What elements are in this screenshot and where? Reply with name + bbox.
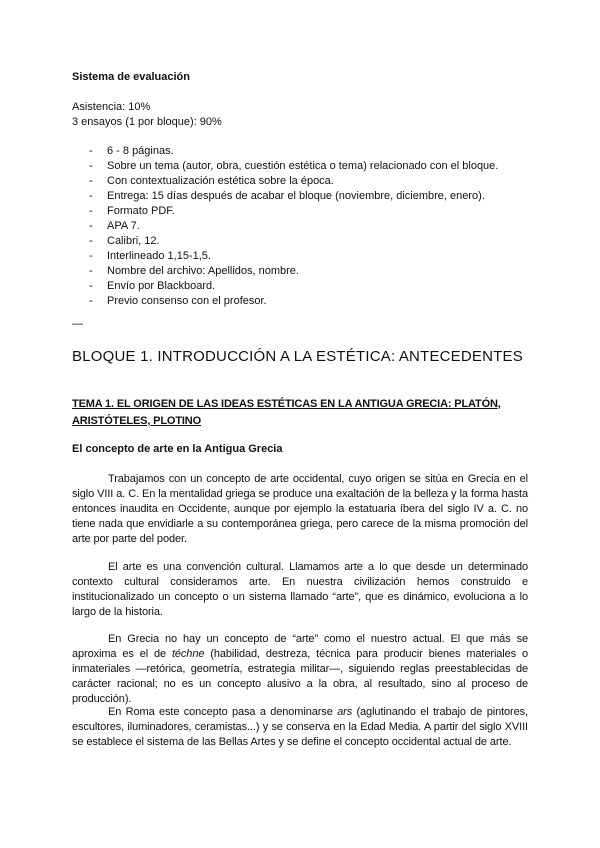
paragraph-origin: Trabajamos con un concepto de arte occidental, cuyo origen se sitúa en Grecia en el siglo VIII a. C. En la mentalidad griega se produce una exaltación de la belleza y la forma hasta entonces inaudita en Occidente, aunque por ejemplo la estatuaria íbera del siglo IV a. C. no tiene nada que envidiarle a su contemporánea griega, pero carece de la misma promoción del arte por parte del poder.: [72, 473, 528, 545]
term-techne: téchne: [171, 648, 205, 660]
paragraph-text: En Grecia no hay un concepto de “arte” como el nuestro actual. El que más se aproxima es el de: [72, 633, 528, 660]
evaluation-heading: Sistema de evaluación: [72, 71, 190, 83]
essays-weight: 3 ensayos (1 por bloque): 90%: [72, 116, 222, 128]
paragraph-text: (habilidad, destreza, técnica para producir bienes materiales o inmateriales —retórica, geometría, estrategia militar—, siguiendo reglas preestablecidas de carácter racional; no es un concepto alusivo a la obra, al resultado, sino al proceso de producción).: [72, 648, 528, 705]
topic-title: TEMA 1. EL ORIGEN DE LAS IDEAS ESTÉTICAS EN LA ANTIGUA GRECIA: PLATÓN, ARISTÓTELES, PLOTINO: [72, 398, 501, 427]
attendance-weight: Asistencia: 10%: [72, 101, 151, 113]
paragraph-greece: [72, 632, 528, 707]
paragraph-rome: [72, 705, 528, 750]
list-item: - Calibri, 12.: [89, 234, 498, 249]
block-title: BLOQUE 1. INTRODUCCIÓN A LA ESTÉTICA: ANTECEDENTES: [72, 348, 523, 365]
list-item: - 6 - 8 páginas.: [89, 144, 498, 159]
list-item: - Con contextualización estética sobre la época.: [89, 174, 498, 189]
section-divider: —: [72, 318, 83, 330]
evaluation-weights: [72, 100, 222, 130]
paragraph-text: En Roma este concepto pasa a denominarse: [108, 706, 338, 718]
paragraph-convention: El arte es una convención cultural. Llamamos arte a lo que desde un determinado contexto cultural consideramos arte. En nuestra civilización hemos construido e institucionalizado un concepto o un sistema llamado “arte”, que es dinámico, evoluciona a lo largo de la historia.: [72, 561, 528, 618]
list-item: - Previo consenso con el profesor.: [89, 294, 498, 309]
list-item: - Nombre del archivo: Apellidos, nombre.: [89, 264, 498, 279]
list-item: - Entrega: 15 días después de acabar el bloque (noviembre, diciembre, enero).: [89, 189, 498, 204]
list-item: - Formato PDF.: [89, 204, 498, 219]
list-item: - Sobre un tema (autor, obra, cuestión estética o tema) relacionado con el bloque.: [89, 159, 498, 174]
term-ars: ars: [337, 706, 353, 718]
list-item: - Envío por Blackboard.: [89, 279, 498, 294]
paragraph-text: (aglutinando el trabajo de pintores, escultores, iluminadores, ceramistas...) y se conserva en la Edad Media. A partir del siglo XVIII se establece el sistema de las Bellas Artes y se define el concepto occidental actual de arte.: [72, 706, 528, 748]
concept-heading: El concepto de arte en la Antigua Grecia: [72, 443, 283, 455]
list-item: - APA 7.: [89, 219, 498, 234]
list-item: - Interlineado 1,15-1,5.: [89, 249, 498, 264]
essay-requirements-list: [89, 144, 498, 309]
